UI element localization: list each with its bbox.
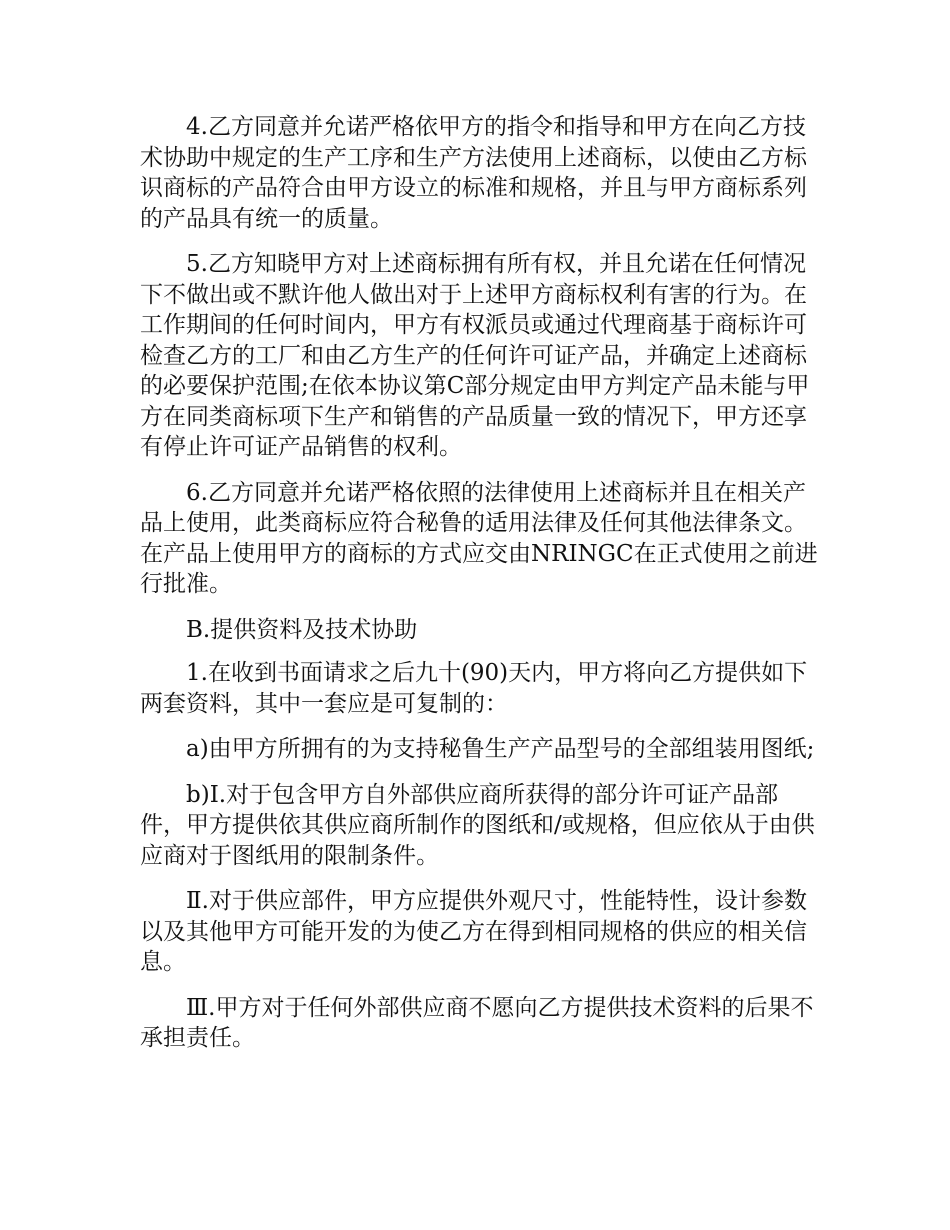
- clause-b1a-paragraph: a)由甲方所拥有的为支持秘鲁生产产品型号的全部组装用图纸;: [186, 736, 815, 762]
- clause-a5-paragraph: 5.乙方知晓甲方对上述商标拥有所有权，并且允诺在任何情况下不做出或不默许他人做出对于上述甲方商标权利有害的行为。在工作期间的任何时间内，甲方有权派员或通过代理商基于商标许可检查乙方的工厂和由乙方生产的任何许可证产品，并确定上述商标的必要保护范围;在依本协议第C部分规定由甲方判定产品未能与甲方在同类商标项下生产和销售的产品质量一致的情况下，甲方还享有停止许可证产品销售的权利。: [140, 251, 810, 460]
- document-body: [140, 112, 820, 1069]
- clause-b1b-ii-paragraph: Ⅱ.对于供应部件，甲方应提供外观尺寸，性能特性，设计参数以及其他甲方可能开发的为使乙方在得到相同规格的供应的相关信息。: [140, 888, 807, 975]
- clause-a6-paragraph: 6.乙方同意并允诺严格依照的法律使用上述商标并且在相关产品上使用，此类商标应符合秘鲁的适用法律及任何其他法律条文。在产品上使用甲方的商标的方式应交由NRINGC在正式使用之前进行批准。: [140, 479, 818, 597]
- section-b-heading: B.提供资料及技术协助: [186, 616, 418, 643]
- clause-b1-paragraph: 1.在收到书面请求之后九十(90)天内，甲方将向乙方提供如下两套资料，其中一套应是可复制的：: [140, 660, 808, 717]
- clause-a4-paragraph: 4.乙方同意并允诺严格依甲方的指令和指导和甲方在向乙方技术协助中规定的生产工序和生产方法使用上述商标，以使由乙方标识商标的产品符合由甲方设立的标准和规格，并且与甲方商标系列的产品具有统一的质量。: [140, 114, 807, 232]
- clause-b1b-i-paragraph: b)Ⅰ.对于包含甲方自外部供应商所获得的部分许可证产品部件，甲方提供依其供应商所制作的图纸和/或规格，但应依从于由供应商对于图纸用的限制条件。: [140, 781, 815, 869]
- clause-b1b-iii-paragraph: Ⅲ.甲方对于任何外部供应商不愿向乙方提供技术资料的后果不承担责任。: [140, 994, 814, 1051]
